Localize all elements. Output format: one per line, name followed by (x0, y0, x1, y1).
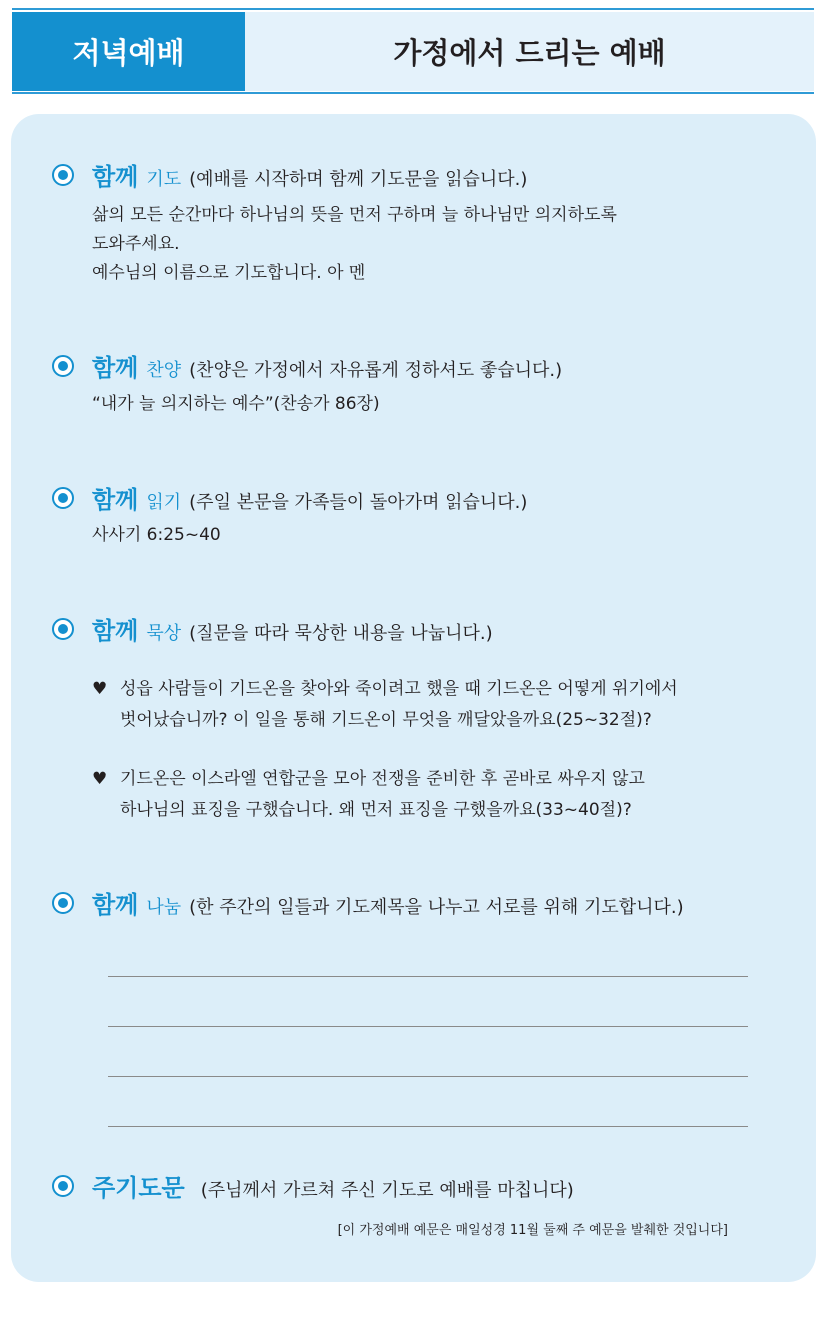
text-line: 도와주세요. (92, 234, 180, 254)
section-prayer (52, 157, 527, 192)
question-item (92, 764, 742, 826)
section-subtitle: 기도 (146, 169, 182, 190)
section-lords-prayer (52, 1168, 574, 1203)
section-subtitle: 찬양 (146, 360, 182, 381)
section-prayer-heading (52, 157, 527, 192)
target-bullet-icon (52, 164, 74, 186)
section-sharing-heading (52, 885, 684, 920)
section-meditation (52, 611, 493, 646)
text-line: 벗어났습니까? 이 일을 통해 기드온이 무엇을 깨달았을까요(25~32절)? (120, 710, 652, 730)
target-bullet-icon (52, 1175, 74, 1197)
section-subtitle: 나눔 (146, 897, 182, 918)
header-tab-label: 저녁예배 (72, 36, 185, 70)
section-subtitle: 묵상 (146, 623, 182, 644)
writing-line (108, 1076, 748, 1077)
header-bottom-rule (12, 92, 814, 94)
heart-icon: ♥ (92, 769, 108, 789)
text-line: 기드온은 이스라엘 연합군을 모아 전쟁을 준비한 후 곧바로 싸우지 않고 (120, 769, 645, 789)
section-meditation-heading (52, 611, 493, 646)
text-line: 성읍 사람들이 기드온을 찾아와 죽이려고 했을 때 기드온은 어떻게 위기에서 (120, 679, 678, 699)
section-reading (52, 480, 527, 515)
praise-text (92, 390, 742, 419)
section-note: (주일 본문을 가족들이 돌아가며 읽습니다.) (189, 492, 528, 513)
page-title: 가정에서 드리는 예배 (393, 36, 666, 70)
header-title-band (245, 12, 814, 91)
text-line: “내가 늘 의지하는 예수”(찬송가 86장) (92, 394, 380, 414)
target-bullet-icon (52, 892, 74, 914)
prayer-text (92, 201, 742, 288)
section-praise-heading (52, 348, 562, 383)
footnote: [이 가정예배 예문은 매일성경 11월 둘째 주 예문을 발췌한 것입니다] (337, 1223, 728, 1238)
text-line: 하나님의 표징을 구했습니다. 왜 먼저 표징을 구했을까요(33~40절)? (120, 800, 632, 820)
section-subtitle: 읽기 (146, 492, 182, 513)
text-line: 사사기 6:25~40 (92, 525, 221, 545)
heart-icon: ♥ (92, 679, 108, 699)
writing-line (108, 976, 748, 977)
section-title: 주기도문 (92, 1174, 185, 1202)
header-top-rule (12, 8, 814, 10)
writing-line (108, 1026, 748, 1027)
section-title: 함께 (92, 486, 139, 514)
section-reading-heading (52, 480, 527, 515)
writing-line (108, 1126, 748, 1127)
question-item (92, 674, 742, 736)
section-note: (한 주간의 일들과 기도제목을 나누고 서로를 위해 기도합니다.) (189, 897, 684, 918)
section-note: (찬양은 가정에서 자유롭게 정하셔도 좋습니다.) (189, 360, 563, 381)
text-line: 삶의 모든 순간마다 하나님의 뜻을 먼저 구하며 늘 하나님만 의지하도록 (92, 205, 617, 225)
section-note: (주님께서 가르쳐 주신 기도로 예배를 마칩니다) (200, 1180, 574, 1201)
header-tab (12, 12, 245, 91)
section-title: 함께 (92, 163, 139, 191)
text-line: 예수님의 이름으로 기도합니다. 아 멘 (92, 263, 366, 283)
section-title: 함께 (92, 617, 139, 645)
section-note: (예배를 시작하며 함께 기도문을 읽습니다.) (189, 169, 528, 190)
section-title: 함께 (92, 354, 139, 382)
section-sharing (52, 885, 684, 920)
reading-text (92, 521, 742, 550)
section-note: (질문을 따라 묵상한 내용을 나눕니다.) (189, 623, 493, 644)
target-bullet-icon (52, 355, 74, 377)
section-lords-prayer-heading (52, 1168, 574, 1203)
section-praise (52, 348, 562, 383)
target-bullet-icon (52, 618, 74, 640)
section-title: 함께 (92, 891, 139, 919)
target-bullet-icon (52, 487, 74, 509)
